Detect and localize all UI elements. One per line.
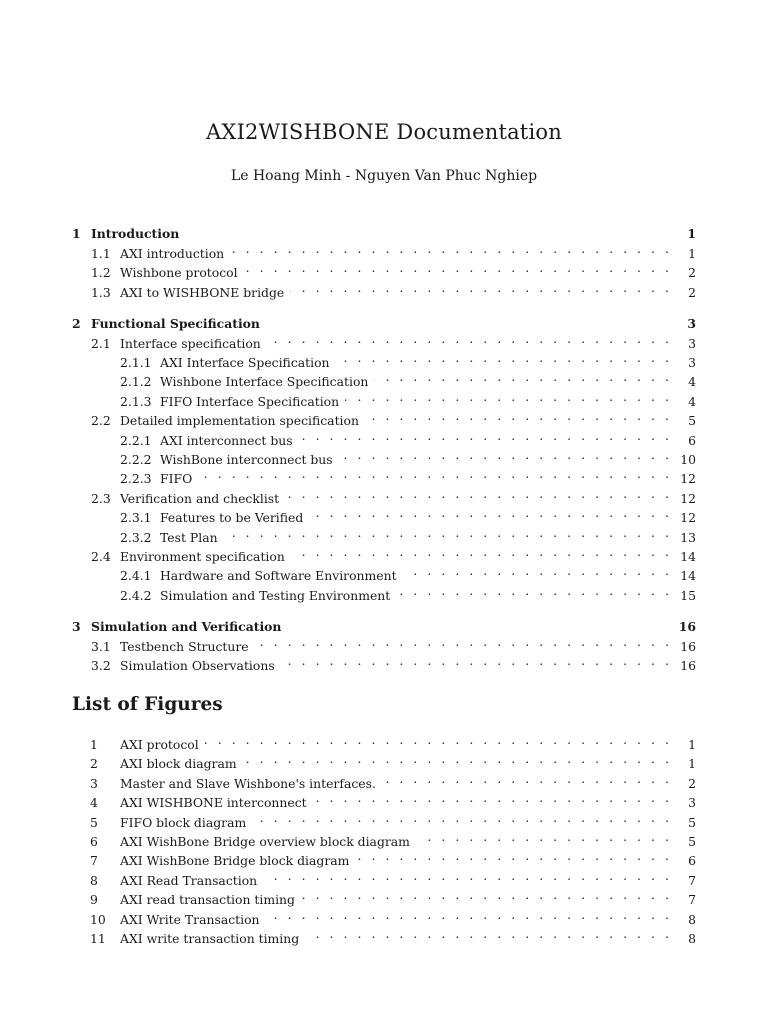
toc-entry-page: 1: [687, 226, 696, 241]
toc-entry-label: Simulation and Verification: [91, 618, 282, 634]
toc-entry-page: 15: [680, 587, 696, 603]
toc-entry-label: AXI introduction: [120, 246, 225, 261]
dot-leader: [345, 387, 672, 406]
figure-entry-page: 1: [688, 737, 696, 752]
toc-entry-page: 16: [680, 658, 696, 674]
toc-entry-label: FIFO: [160, 471, 193, 487]
toc-entry-label: Simulation Observations: [120, 658, 275, 674]
toc-entry-page: 3: [688, 355, 696, 371]
toc-entry-page: 3: [688, 335, 696, 351]
toc-entry-number: 2.4.2: [120, 587, 152, 603]
figure-entry-number: 10: [90, 911, 106, 927]
toc-entry-page: 2: [688, 284, 696, 300]
figure-entry-label: AXI read transaction timing: [120, 892, 295, 908]
dot-leader: [355, 846, 672, 865]
toc-entry-page: 12: [680, 510, 696, 526]
figure-entry-number: 5: [90, 814, 98, 830]
dot-leader: [313, 788, 672, 807]
toc-entry-label: Wishbone protocol: [120, 265, 238, 281]
figure-entry-label: AXI Write Transaction: [120, 911, 260, 927]
toc-entry-label: Testbench Structure: [120, 638, 249, 654]
toc-entry-label: Environment specification: [120, 548, 285, 564]
toc-entry-label: Wishbone Interface Specification: [160, 374, 369, 390]
figure-entry-number: 9: [90, 892, 98, 908]
figure-entry-page: 5: [688, 814, 696, 830]
toc-entry[interactable]: [72, 612, 696, 632]
figure-entry-page: 7: [688, 892, 696, 908]
dot-leader: [244, 258, 672, 277]
dot-leader: [266, 905, 672, 924]
toc-entry-number: 2: [72, 315, 81, 331]
figure-entry-label: AXI protocol: [120, 737, 199, 752]
figure-entry-page: 8: [688, 911, 696, 927]
figure-entry-number: 6: [90, 833, 98, 849]
toc-entry-page: 4: [688, 374, 696, 390]
figure-entry-page: 2: [688, 775, 696, 791]
toc-entry-label: WishBone interconnect bus: [160, 452, 333, 468]
figure-entry-number: 11: [90, 930, 106, 946]
dot-leader: [299, 426, 672, 445]
list-of-figures-heading: List of Figures: [72, 694, 223, 715]
dot-leader: [267, 329, 672, 348]
toc-entry-number: 2.2.1: [120, 432, 152, 448]
toc-entry-number: 2.1.3: [120, 393, 152, 409]
figure-entry-label: AXI write transaction timing: [120, 930, 300, 946]
toc-entry-number: 1.1: [91, 246, 111, 261]
figure-entry-page: 7: [688, 872, 696, 888]
dot-leader: [224, 523, 672, 542]
dot-leader: [403, 561, 672, 580]
toc-entry-page: 6: [688, 432, 696, 448]
dot-leader: [281, 651, 672, 670]
toc-entry-number: 3: [72, 618, 81, 634]
toc-entry-label: Detailed implementation specification: [120, 413, 359, 429]
toc-entry-label: AXI interconnect bus: [160, 432, 293, 448]
toc-entry-label: Simulation and Testing Environment: [160, 587, 391, 603]
dot-leader: [263, 866, 672, 885]
toc-entry-label: Introduction: [91, 226, 180, 241]
toc-entry[interactable]: [72, 309, 696, 329]
figure-entry-label: AXI WISHBONE interconnect: [120, 795, 307, 811]
dot-leader: [396, 581, 672, 600]
dot-leader: [301, 885, 672, 904]
toc-entry-page: 2: [688, 265, 696, 281]
figure-entry-number: 1: [90, 737, 98, 752]
figure-entry-label: FIFO block diagram: [120, 814, 247, 830]
toc-entry-page: 3: [687, 315, 696, 331]
toc-entry-number: 3.1: [91, 638, 111, 654]
toc-entry-page: 14: [680, 548, 696, 564]
list-of-figures: [72, 730, 696, 946]
figure-entry-page: 8: [688, 930, 696, 946]
figure-entry-page: 5: [688, 833, 696, 849]
dot-leader: [252, 808, 672, 827]
toc-entry-number: 2.3.2: [120, 529, 152, 545]
toc-entry-number: 2.1.1: [120, 355, 152, 371]
figure-entry-page: 6: [688, 853, 696, 869]
toc-entry-number: 1.2: [91, 265, 111, 281]
toc-entry-label: Hardware and Software Environment: [160, 568, 397, 584]
toc-entry-number: 2.1: [91, 335, 111, 351]
toc-entry-page: 16: [678, 618, 696, 634]
figure-entry[interactable]: [72, 730, 696, 752]
table-of-contents: [72, 219, 696, 674]
toc-entry-number: 2.2.2: [120, 452, 152, 468]
toc-entry-label: FIFO Interface Specification: [160, 393, 340, 409]
toc-entry-number: 2.2: [91, 413, 111, 429]
toc-entry-page: 10: [680, 452, 696, 468]
dot-leader: [205, 730, 672, 749]
dot-leader: [309, 503, 672, 522]
toc-entry-page: 12: [680, 490, 696, 506]
toc-entry-page: 4: [688, 393, 696, 409]
figure-entry-label: AXI WishBone Bridge block diagram: [120, 853, 350, 869]
toc-entry-number: 2.2.3: [120, 471, 152, 487]
figure-entry-page: 1: [688, 756, 696, 772]
figure-entry-label: AXI Read Transaction: [120, 872, 258, 888]
figure-entry-number: 8: [90, 872, 98, 888]
toc-entry-number: 3.2: [91, 658, 111, 674]
dot-leader: [416, 827, 672, 846]
toc-entry-number: 2.4: [91, 548, 111, 564]
toc-entry-page: 5: [688, 413, 696, 429]
figure-entry-number: 3: [90, 775, 98, 791]
dot-leader: [336, 348, 672, 367]
document-authors: Le Hoang Minh - Nguyen Van Phuc Nghiep: [230, 168, 538, 184]
toc-entry-label: Interface specification: [120, 335, 261, 351]
document-title: AXI2WISHBONE Documentation: [206, 120, 562, 144]
dot-leader: [198, 464, 672, 483]
toc-entry-page: 16: [680, 638, 696, 654]
dot-leader: [305, 924, 672, 943]
dot-leader: [255, 632, 672, 651]
figure-entry-label: AXI block diagram: [120, 756, 237, 772]
toc-entry[interactable]: [72, 219, 696, 239]
toc-entry-number: 2.1.2: [120, 374, 152, 390]
toc-entry-label: AXI Interface Specification: [160, 355, 330, 371]
toc-entry-number: 2.3.1: [120, 510, 152, 526]
toc-entry-number: 2.3: [91, 490, 111, 506]
dot-leader: [365, 406, 672, 425]
dot-leader: [290, 278, 672, 297]
figure-entry-number: 4: [90, 795, 98, 811]
toc-entry-page: 1: [688, 246, 696, 261]
toc-entry-page: 14: [680, 568, 696, 584]
toc-entry-label: AXI to WISHBONE bridge: [120, 284, 285, 300]
dot-leader: [374, 367, 672, 386]
toc-entry-page: 12: [680, 471, 696, 487]
toc-entry-label: Verification and checklist: [120, 490, 280, 506]
toc-entry-label: Features to be Verified: [160, 510, 304, 526]
toc-entry-page: 13: [680, 529, 696, 545]
figure-entry-number: 2: [90, 756, 98, 772]
toc-entry-number: 1: [72, 226, 81, 241]
figure-entry-page: 3: [688, 795, 696, 811]
figure-entry-label: AXI WishBone Bridge overview block diagram: [120, 833, 410, 849]
dot-leader: [285, 484, 672, 503]
dot-leader: [382, 769, 672, 788]
figure-entry-label: Master and Slave Wishbone's interfaces.: [120, 775, 376, 791]
dot-leader: [243, 749, 672, 768]
toc-entry-number: 2.4.1: [120, 568, 152, 584]
figure-entry-number: 7: [90, 853, 98, 869]
toc-entry-number: 1.3: [91, 284, 111, 300]
dot-leader: [339, 445, 672, 464]
dot-leader: [291, 542, 672, 561]
toc-entry-label: Test Plan: [160, 529, 218, 545]
dot-leader: [230, 239, 672, 258]
toc-entry-label: Functional Specification: [91, 315, 260, 331]
